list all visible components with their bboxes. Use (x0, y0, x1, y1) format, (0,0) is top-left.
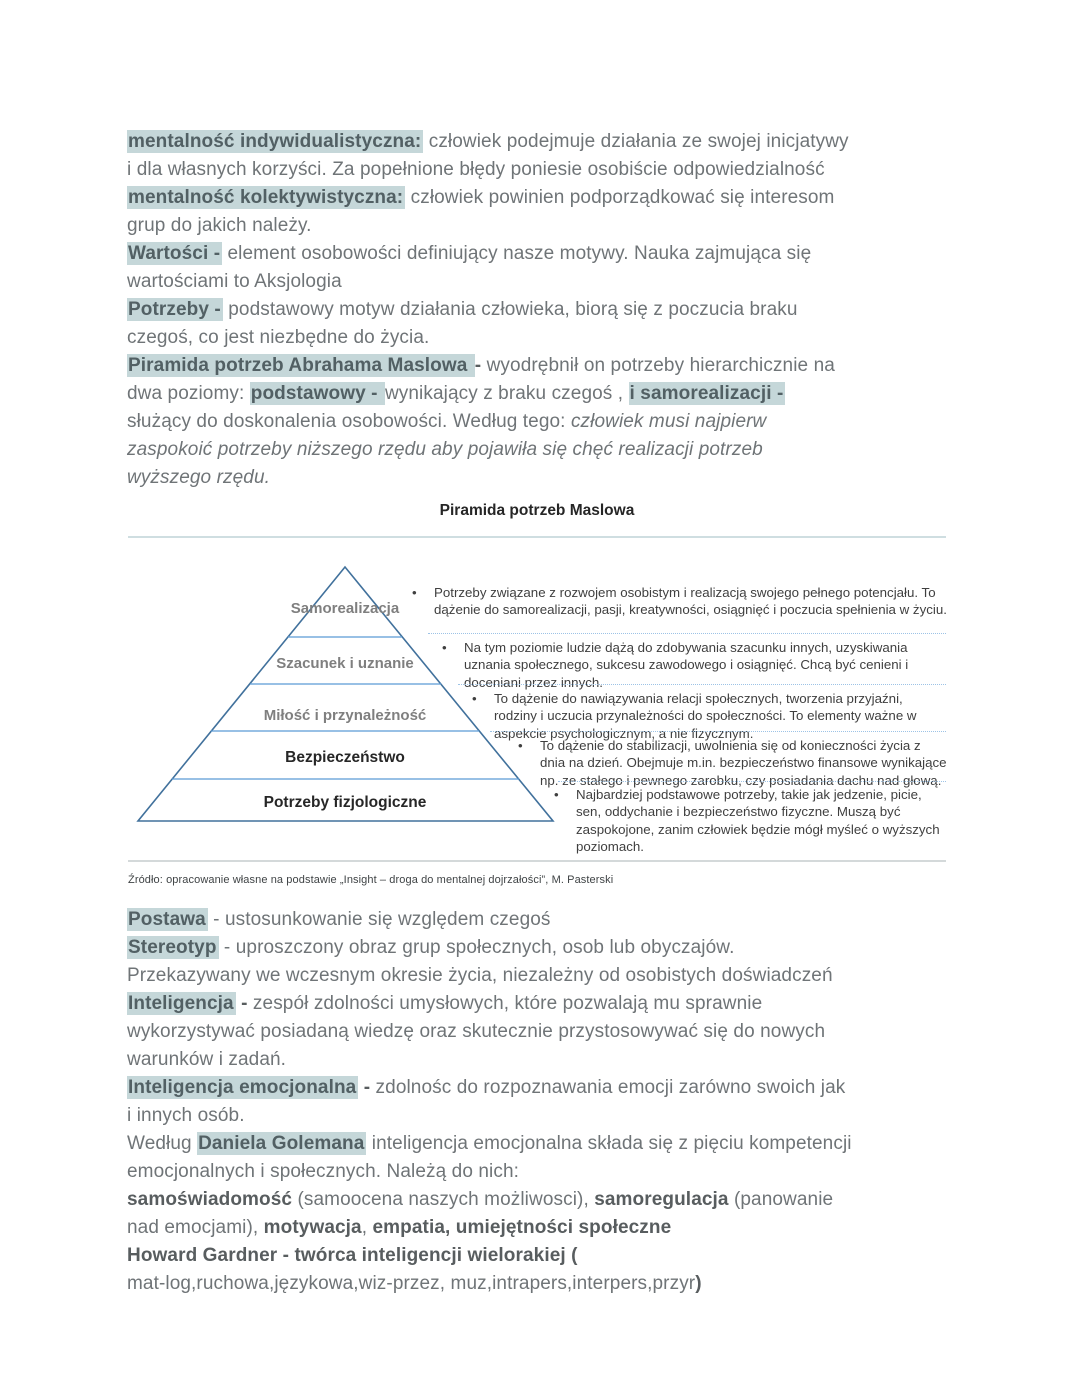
bullet-item (552, 786, 948, 856)
text-segment: (panowanie (728, 1189, 834, 1210)
text-segment: mentalność indywidualistyczna: (128, 131, 422, 152)
pyramid-level-label: Miłość i przynależność (263, 707, 427, 724)
bullet-dot-icon: • (472, 691, 477, 706)
text-segment: (samoocena naszych możliwosci), (292, 1189, 595, 1210)
text-segment: wartościami to Aksjologia (127, 271, 342, 292)
bullet-dot-icon: • (412, 585, 417, 600)
text-segment: wynikający z braku czegoś , (384, 383, 629, 404)
text-segment: - ustosunkowanie się względem czegoś (207, 909, 551, 930)
top-text-block (127, 128, 972, 492)
text-segment: człowiek musi najpierw (570, 411, 767, 432)
text-segment: i dla własnych korzyści. Za popełnione błędy poniesie osobiście odpowiedzialność (127, 159, 825, 180)
text-segment: wyodrębnił on potrzeby hierarchicznie na (486, 355, 835, 376)
text-segment: człowiek podejmuje działania ze swojej inicjatywy (423, 131, 849, 152)
text-segment: podstawowy motyw działania człowieka, biorą się z poczucia braku (222, 299, 798, 320)
text-segment: - (235, 993, 253, 1014)
text-segment: - uproszczony obraz grup społecznych, osob lub obyczajów. (218, 937, 735, 958)
bullet-text: Potrzeby związane z rozwojem osobistym i realizacją swojego pełnego potencjału. To dążenie do samorealizacji, pasji, kreatywności, osiągnięć i poczucia spełnienia w życiu. (434, 585, 947, 618)
bottom-text-block (127, 906, 977, 1298)
text-segment: i samorealizacji - (629, 383, 784, 404)
figure-bottom-rule (128, 860, 946, 862)
figure-top-rule (128, 536, 946, 538)
bullet-item (470, 690, 948, 742)
pyramid-level-label: Szacunek i uznanie (276, 655, 414, 672)
text-segment: grup do jakich należy. (127, 215, 312, 236)
text-segment: Inteligencja (128, 993, 234, 1014)
bullet-separator (558, 781, 946, 782)
bullet-text: Na tym poziomie ludzie dążą do zdobywania szacunku innych, uzyskiwania uznania społecznego, sukcesu zawodowego i osiągnięć. Chcą być cenieni i doceniani przez innych. (464, 640, 909, 690)
text-segment: ) (695, 1273, 702, 1294)
text-segment: służący do doskonalenia osobowości. Według tego: (127, 411, 571, 432)
text-segment: empatia, umiejętności społeczne (372, 1217, 672, 1238)
bullet-dot-icon: • (554, 787, 559, 802)
text-segment: Według (127, 1133, 198, 1154)
text-segment: zespół zdolności umysłowych, które pozwalają mu sprawnie (252, 993, 763, 1014)
text-segment: Howard Gardner - twórca inteligencji wielorakiej ( (127, 1245, 578, 1266)
text-segment: nad emocjami), (127, 1217, 264, 1238)
bullet-dot-icon: • (442, 640, 447, 655)
text-segment: Wartości - (128, 243, 221, 264)
figure-source-caption: Źródło: opracowanie własne na podstawie „Insight – droga do mentalnej dojrzałości”, M. Pasterski (128, 874, 614, 886)
text-segment: czegoś, co jest niezbędne do życia. (127, 327, 430, 348)
text-segment: element osobowości definiujący nasze motywy. Nauka zajmująca się (222, 243, 812, 264)
text-segment: Postawa (128, 909, 206, 930)
bullet-text: To dążenie do stabilizacji, uwolnienia się od konieczności życia z dnia na dzień. Obejmuje m.in. bezpieczeństwo finansowe wynikające np. ze stałego i pewnego zarobku, czy posiadania dachu nad głową. (540, 738, 947, 788)
text-segment: mat-log,ruchowa,językowa,wiz-przez, muz,intrapers,interpers,przyr (127, 1273, 696, 1294)
maslow-pyramid-figure (128, 500, 946, 902)
text-segment: i innych osób. (127, 1105, 245, 1126)
text-segment: mentalność kolektywistyczna: (128, 187, 404, 208)
text-segment: , (361, 1217, 373, 1238)
bullet-text: Najbardziej podstawowe potrzeby, takie jak jedzenie, picie, sen, oddychanie i bezpieczeństwo fizyczne. Muszą być zaspokojone, zanim człowiek będzie mógł myśleć o wyższych poziomach. (576, 787, 940, 855)
text-segment: warunków i zadań. (127, 1049, 287, 1070)
text-segment: Potrzeby - (128, 299, 221, 320)
text-segment: inteligencja emocjonalna składa się z pięciu kompetencji (366, 1133, 852, 1154)
figure-title: Piramida potrzeb Maslowa (439, 502, 635, 519)
text-segment: człowiek powinien podporządkować się interesom (405, 187, 835, 208)
bullet-separator (458, 684, 946, 685)
text-segment: wyższego rzędu. (127, 467, 271, 488)
text-segment: samoregulacja (594, 1189, 729, 1210)
bullet-separator (428, 633, 946, 634)
bullet-dot-icon: • (518, 738, 523, 753)
bullet-separator (490, 731, 946, 732)
pyramid-level-label: Bezpieczeństwo (285, 749, 405, 766)
text-segment: motywacja (263, 1217, 362, 1238)
pyramid-level-label: Potrzeby fizjologiczne (263, 794, 427, 811)
text-segment: wykorzystywać posiadaną wiedzę oraz skutecznie przystosowywać się do nowych (127, 1021, 826, 1042)
text-segment: Stereotyp (128, 937, 217, 958)
text-segment: samoświadomość (127, 1189, 293, 1210)
text-segment: dwa poziomy: (127, 383, 250, 404)
text-segment: - (358, 1077, 376, 1098)
text-segment: Piramida potrzeb Abrahama Maslowa (128, 355, 473, 376)
text-segment: zdolnośc do rozpoznawania emocji zarówno swoich jak (375, 1077, 846, 1098)
text-segment: Przekazywany we wczesnym okresie życia, niezależny od osobistych doświadczeń (127, 965, 833, 986)
bullet-text: To dążenie do nawiązywania relacji społecznych, tworzenia przyjaźni, rodziny i uczucia przynależności do społeczności. To elementy ważne w aspekcie psychologicznym, a nie fizycznym. (494, 691, 917, 741)
text-segment: emocjonalnych i społecznych. Należą do nich: (127, 1161, 519, 1182)
text-segment: Inteligencja emocjonalna (128, 1077, 357, 1098)
bullet-item (410, 584, 948, 619)
text-segment: Daniela Golemana (198, 1133, 365, 1154)
pyramid-level-label: Samorealizacja (290, 600, 400, 617)
text-segment: - (474, 355, 487, 376)
text-segment: podstawowy - (250, 383, 383, 404)
text-segment: zaspokoić potrzeby niższego rzędu aby pojawiła się chęć realizacji potrzeb (127, 439, 763, 460)
